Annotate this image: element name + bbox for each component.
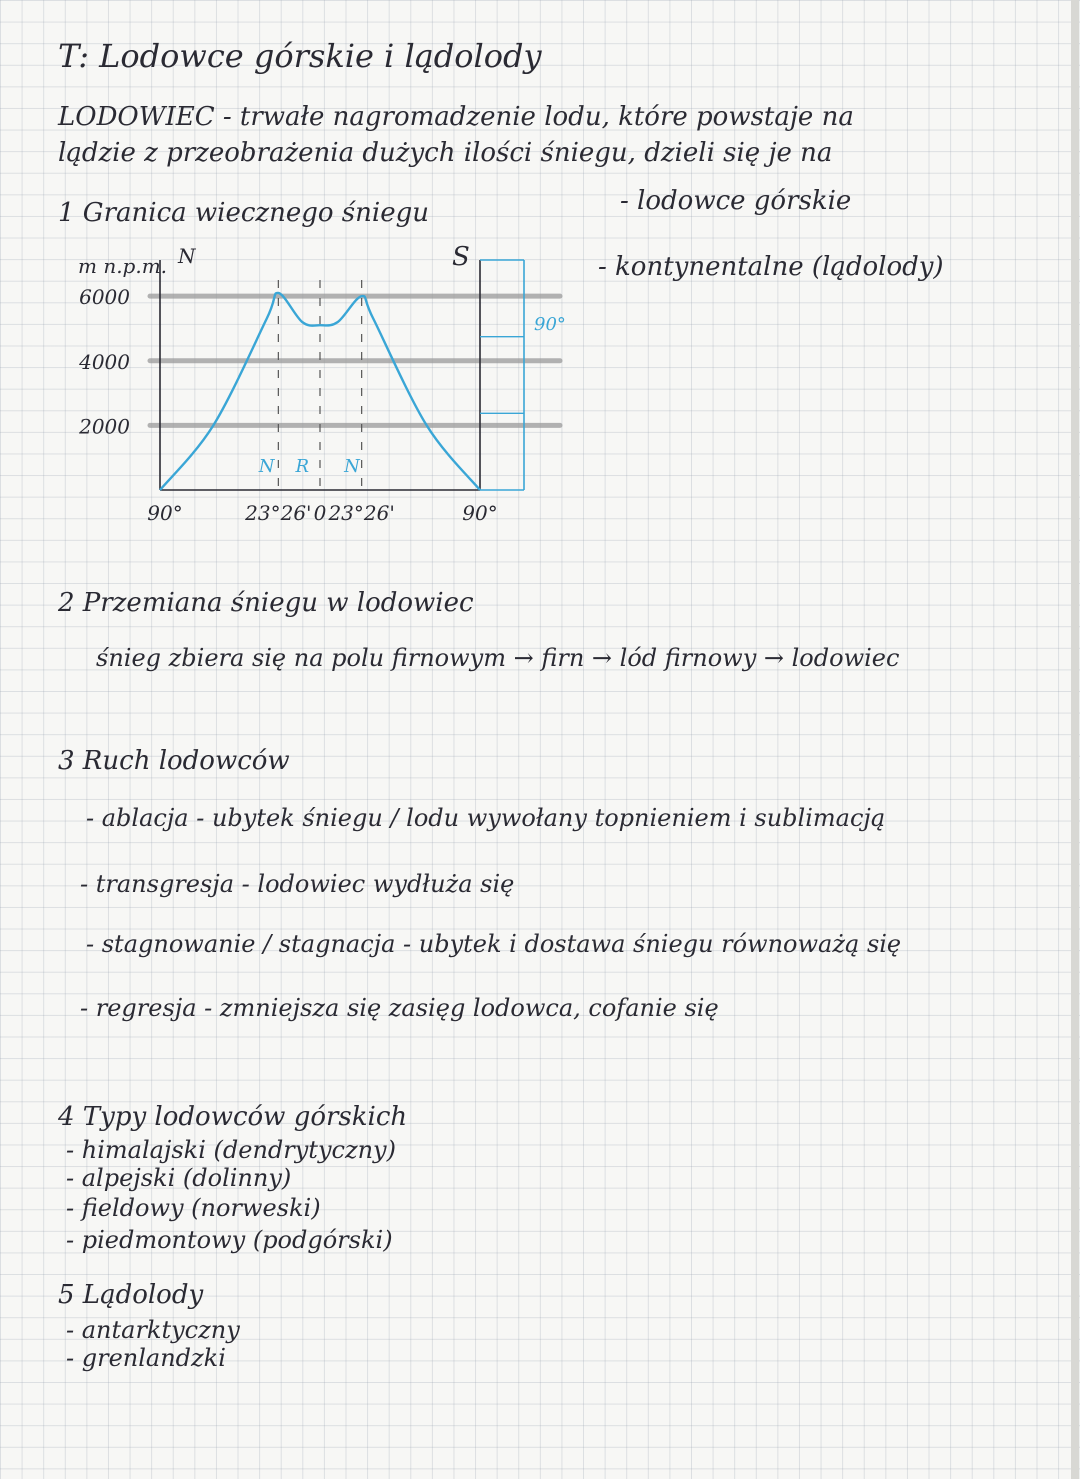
section-3-heading: 3 Ruch lodowców — [58, 746, 290, 776]
chart-zones — [258, 456, 361, 477]
definition-line-1: LODOWIEC - trwałe nagromadzenie lodu, które powstaje na — [58, 102, 854, 132]
section-5-item-2: - grenlandzki — [66, 1344, 226, 1372]
page-title: T: Lodowce górskie i lądolody — [58, 37, 542, 75]
type-item-2: - kontynentalne (lądolody) — [598, 252, 944, 282]
section-4-item-3: - fieldowy (norweski) — [66, 1194, 321, 1222]
ytick-label: 6000 — [79, 285, 130, 310]
xtick-label: 23°26' — [328, 501, 395, 525]
section-1-heading: 1 Granica wiecznego śniegu — [58, 198, 429, 228]
chart-unit-label: m n.p.m. — [78, 254, 168, 278]
xtick-label: 90° — [462, 501, 498, 525]
definition-line-2: lądzie z przeobrażenia dużych ilości śniegu, dzieli się je na — [58, 138, 833, 168]
section-4-item-2: - alpejski (dolinny) — [66, 1164, 292, 1192]
chart-ticks — [78, 285, 566, 525]
section-3-item-3: - stagnowanie / stagnacja - ubytek i dostawa śniegu równoważą się — [86, 930, 902, 958]
section-5-item-1: - antarktyczny — [66, 1316, 240, 1344]
xtick-label: 90° — [147, 501, 183, 525]
section-5-heading: 5 Lądolody — [58, 1280, 204, 1310]
chart-gridlines — [150, 296, 560, 425]
section-3-item-2: - transgresja - lodowiec wydłuża się — [80, 870, 515, 898]
section-4-heading: 4 Typy lodowców górskich — [58, 1102, 408, 1132]
section-3-item-1: - ablacja - ubytek śniegu / lodu wywołany topnieniem i sublimacją — [86, 804, 886, 832]
snowline-chart — [60, 240, 580, 540]
section-4-item-4: - piedmontowy (podgórski) — [66, 1226, 393, 1254]
type-item-1: - lodowce górskie — [620, 186, 852, 216]
chart-south-label: S — [452, 242, 470, 272]
section-2-line: śnieg zbiera się na polu firnowym → firn → lód firnowy → lodowiec — [96, 644, 900, 672]
section-2-heading: 2 Przemiana śniegu w lodowiec — [58, 588, 474, 618]
ytick-label: 4000 — [79, 349, 130, 374]
zone-label: N — [258, 456, 275, 477]
xtick-label: 23°26' — [245, 501, 312, 525]
zone-label: R — [295, 456, 310, 477]
right-axis-label: 90° — [534, 314, 566, 335]
section-3-item-4: - regresja - zmniejsza się zasięg lodowca, cofanie się — [80, 994, 719, 1022]
section-4-item-1: - himalajski (dendrytyczny) — [66, 1136, 396, 1164]
ytick-label: 2000 — [79, 414, 130, 439]
xtick-label: 0 — [313, 501, 327, 525]
chart-north-label: N — [178, 244, 196, 268]
zone-label: N — [344, 456, 360, 477]
